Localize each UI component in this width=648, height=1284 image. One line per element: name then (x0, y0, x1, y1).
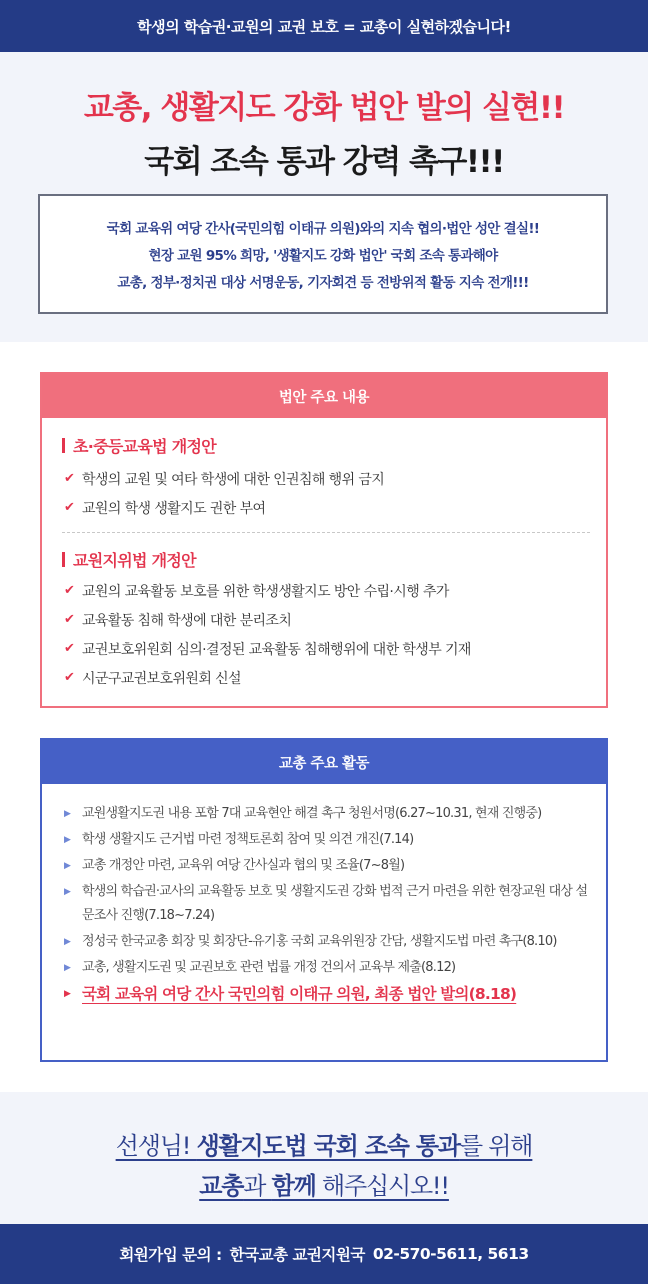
list-item (64, 802, 594, 826)
headline-secondary: 국회 조속 통과 강력 촉구!!! (144, 144, 504, 180)
list-item (62, 605, 590, 634)
activities-header: 교총 주요 활동 (42, 740, 606, 784)
list-item-text: 학생 생활지도 근거법 마련 정책토론회 참여 및 의견 개진(7.14) (82, 832, 414, 847)
summary-line-1: 국회 교육위 여당 간사(국민의힘 이태규 의원)와의 지속 협의·법안 성안 결실!! (106, 221, 540, 237)
contact-org: 한국교총 교권지원국 (229, 1246, 365, 1264)
triangle-right-icon: ▶ (64, 835, 71, 845)
law-section-teacher-status (62, 546, 590, 692)
cta-line-2 (0, 1166, 648, 1201)
footer-contact (0, 1224, 648, 1284)
list-item-text: 교원의 교육활동 보호를 위한 학생생활지도 방안 수립·시행 추가 (82, 583, 449, 600)
highlight-item-text: 국회 교육위 여당 간사 국민의힘 이태규 의원, 최종 법안 발의(8.18) (82, 985, 517, 1003)
top-banner: 학생의 학습권·교원의 교권 보호 = 교총이 실현하겠습니다! (0, 0, 648, 52)
law-section-title (62, 432, 590, 458)
contact-phone: 02-570-5611, 5613 (372, 1245, 529, 1263)
list-item (62, 576, 590, 605)
list-item (64, 956, 594, 980)
list-item-text: 교육활동 침해 학생에 대한 분리조치 (82, 612, 292, 629)
hero-section (0, 52, 648, 342)
list-item (64, 930, 594, 954)
check-icon: ✔ (64, 641, 75, 656)
triangle-right-icon: ▶ (64, 861, 71, 871)
list-item-text: 학생의 교원 및 여타 학생에 대한 인권침해 행위 금지 (82, 471, 385, 488)
law-section-elementary (62, 432, 590, 522)
check-icon: ✔ (64, 612, 75, 627)
check-icon: ✔ (64, 583, 75, 598)
triangle-right-icon: ▶ (64, 937, 71, 947)
list-item-text: 시군구교권보호위원회 신설 (82, 670, 241, 687)
check-icon: ✔ (64, 471, 75, 486)
list-item (62, 493, 590, 522)
cta-emphasis: 생활지도법 국회 조속 통과 (196, 1132, 460, 1160)
triangle-right-icon: ▶ (64, 809, 71, 819)
activities-box (40, 738, 608, 1062)
list-item-text: 교총, 생활지도권 및 교권보호 관련 법률 개정 건의서 교육부 제출(8.12) (82, 960, 456, 975)
list-item (62, 464, 590, 493)
law-section-title-text: 초·중등교육법 개정안 (73, 436, 217, 456)
list-item (62, 634, 590, 663)
cta-text: 해주십시오!! (315, 1172, 449, 1200)
law-header: 법안 주요 내용 (42, 374, 606, 418)
title-bar-icon (62, 552, 65, 567)
cta-emphasis: 교총 (199, 1172, 244, 1200)
highlight-item (64, 982, 594, 1006)
triangle-right-icon: ▶ (64, 989, 71, 999)
list-item-text: 교총 개정안 마련, 교육위 여당 간사실과 협의 및 조율(7~8월) (82, 858, 405, 873)
list-item (62, 663, 590, 692)
cta-text: 과 (243, 1172, 272, 1200)
law-section-title-text: 교원지위법 개정안 (73, 550, 196, 570)
call-to-action (0, 1092, 648, 1224)
triangle-right-icon: ▶ (64, 963, 71, 973)
headline-primary: 교총, 생활지도 강화 법안 발의 실현!! (83, 90, 565, 126)
check-icon: ✔ (64, 670, 75, 685)
cta-text: 선생님! (115, 1132, 197, 1160)
check-icon: ✔ (64, 500, 75, 515)
list-item (64, 828, 594, 852)
cta-text: 를 위해 (459, 1132, 533, 1160)
list-item-text: 정성국 한국교총 회장 및 회장단-유기홍 국회 교육위원장 간담, 생활지도법 마련 촉구(8.10) (82, 934, 557, 949)
section-divider (62, 532, 590, 533)
summary-line-3: 교총, 정부·정치권 대상 서명운동, 기자회견 등 전방위적 활동 지속 전개!!! (117, 275, 529, 291)
list-item-text: 교권보호위원회 심의·결정된 교육활동 침해행위에 대한 학생부 기재 (82, 641, 471, 658)
list-item-text: 교원생활지도권 내용 포함 7대 교육현안 해결 촉구 청원서명(6.27~10.31, 현재 진행중) (82, 806, 542, 821)
cta-emphasis: 함께 (271, 1172, 316, 1200)
summary-line-2: 현장 교원 95% 희망, '생활지도 강화 법안' 국회 조속 통과해야 (148, 248, 498, 264)
contact-label: 회원가입 문의 : (119, 1246, 222, 1264)
triangle-right-icon: ▶ (64, 887, 71, 897)
list-item-text: 학생의 학습권·교사의 교육활동 보호 및 생활지도권 강화 법적 근거 마련을 위한 현장교원 대상 설문조사 진행(7.18~7.24) (82, 884, 588, 923)
summary-box (38, 194, 608, 314)
list-item (64, 854, 594, 878)
title-bar-icon (62, 438, 65, 453)
list-item (64, 880, 594, 928)
list-item-text: 교원의 학생 생활지도 권한 부여 (82, 500, 266, 517)
law-content-box (40, 372, 608, 708)
activities-list (64, 802, 594, 1008)
law-section-title (62, 546, 590, 572)
cta-line-1 (0, 1126, 648, 1161)
